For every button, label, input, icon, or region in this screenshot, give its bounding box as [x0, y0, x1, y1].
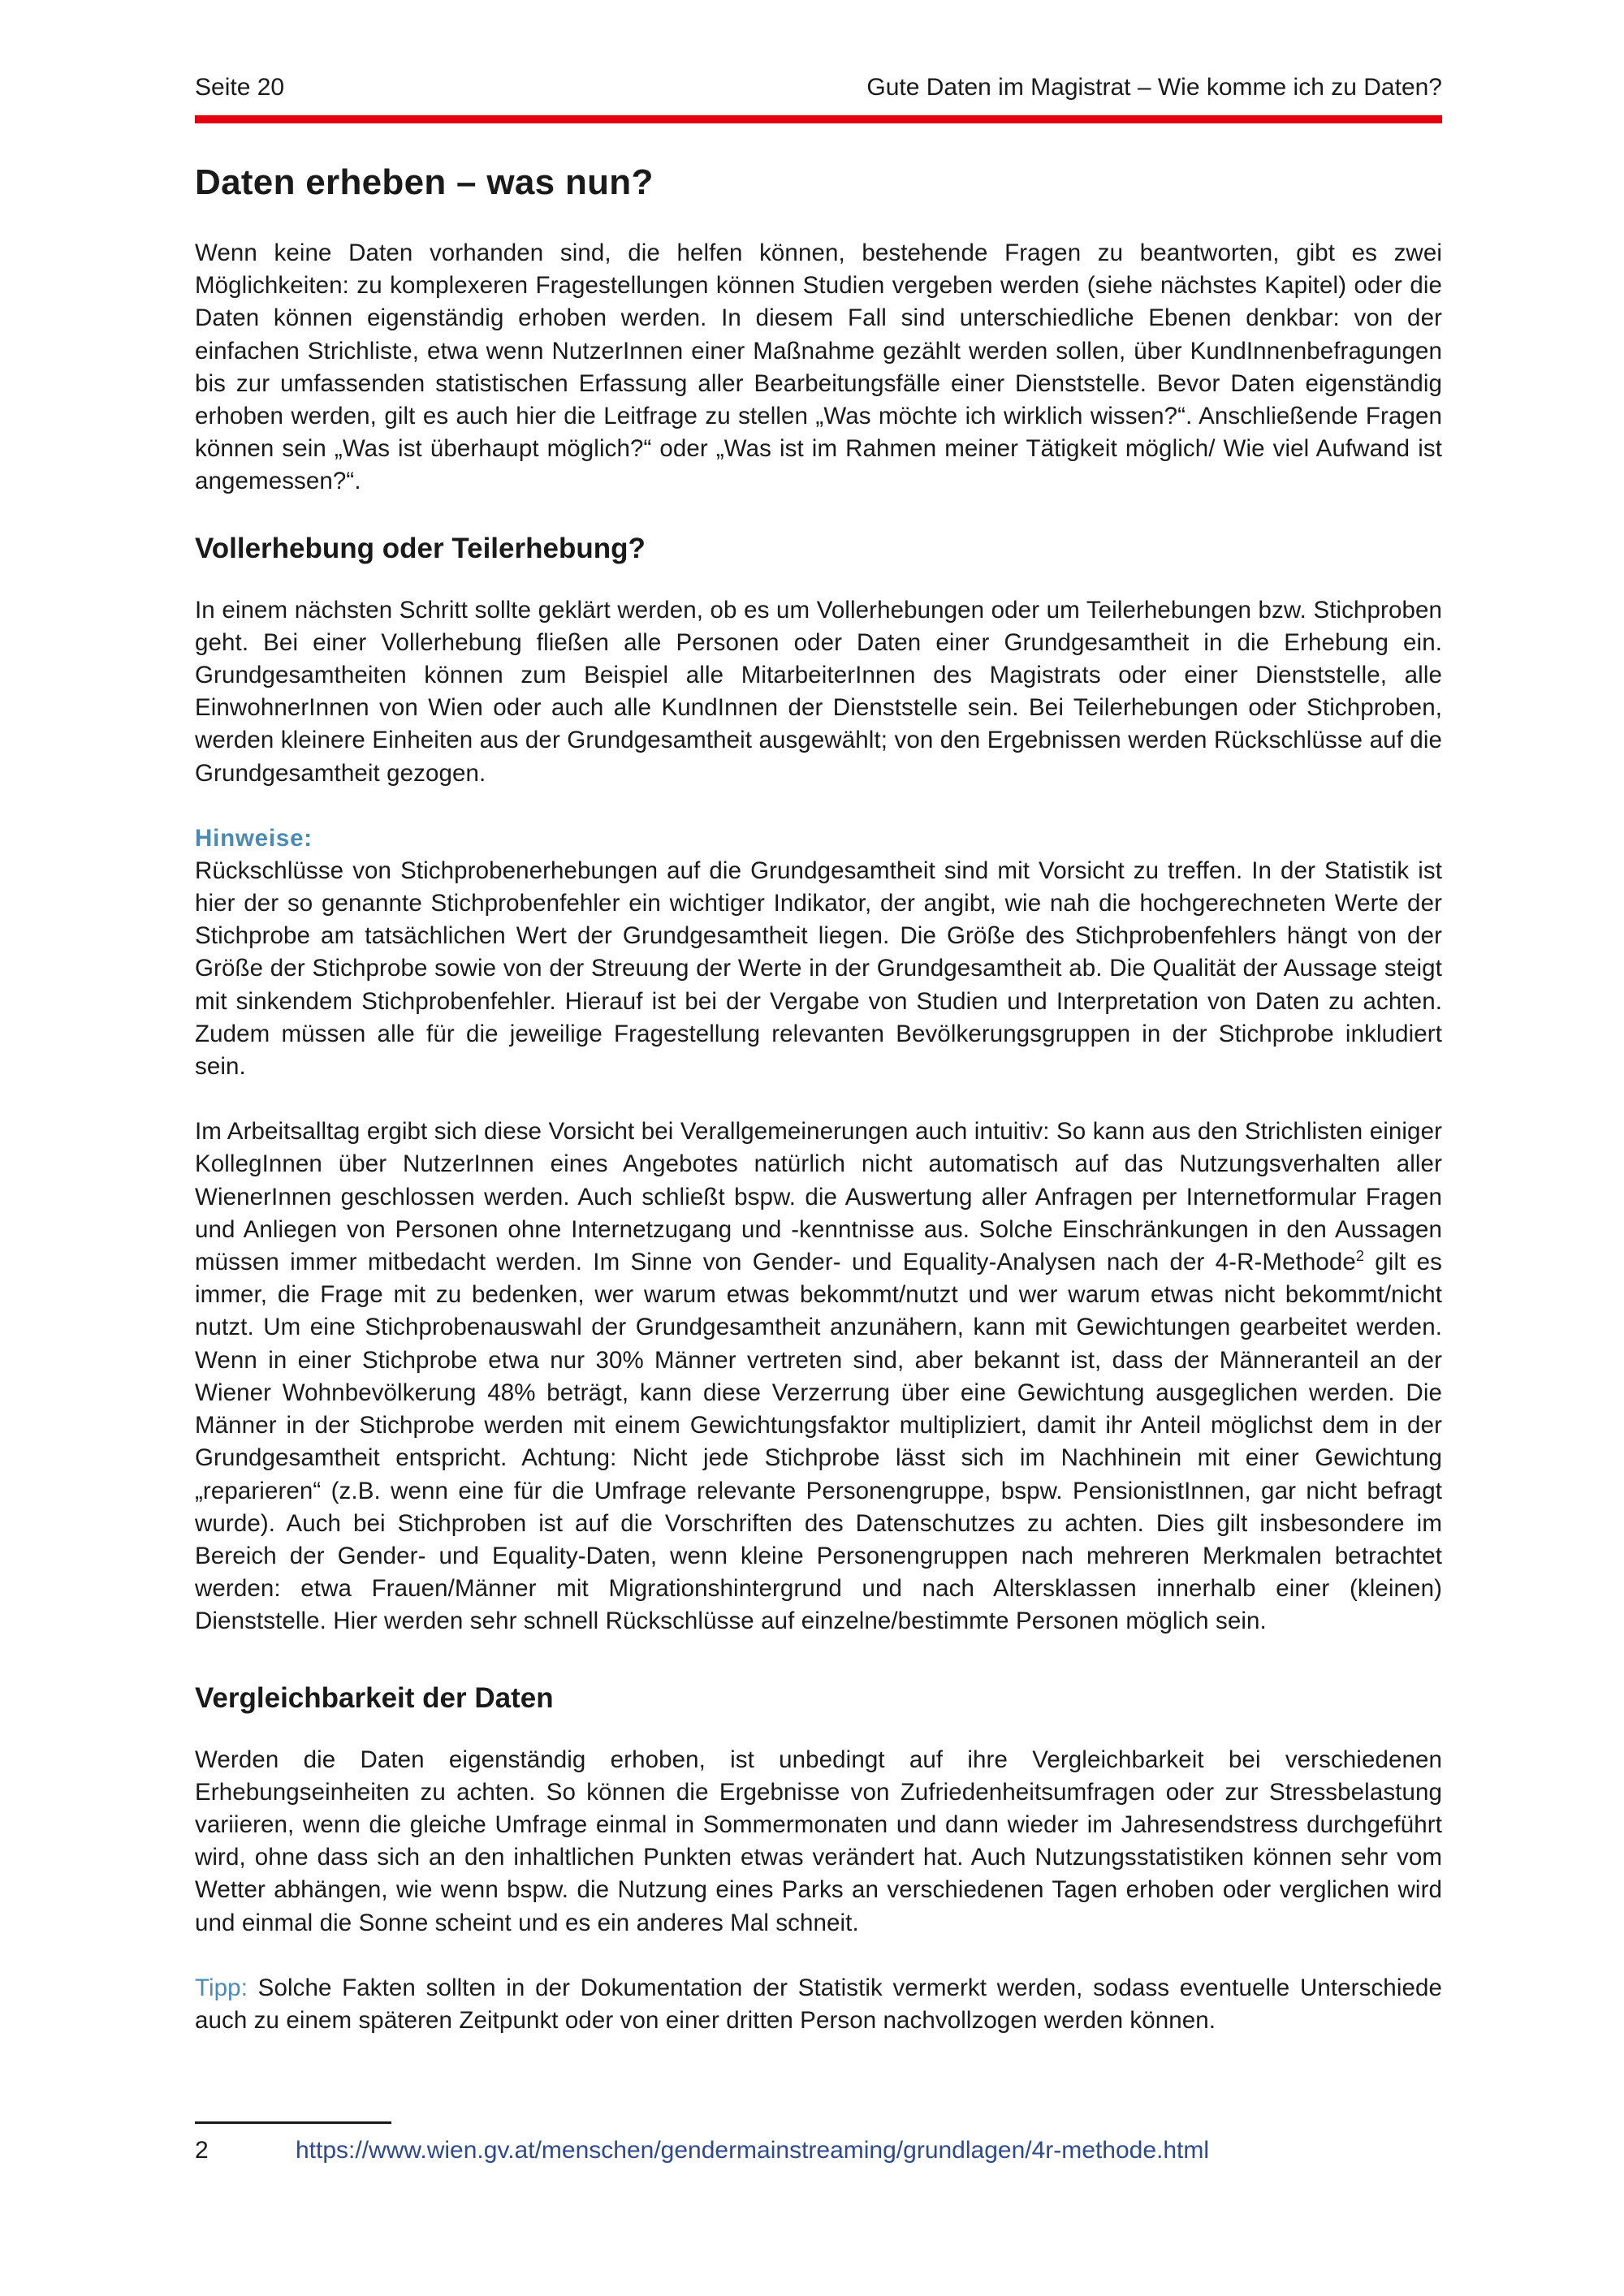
note-block: [195, 822, 1442, 1083]
footnote-rule: [195, 2121, 391, 2124]
note-label: Hinweise:: [195, 824, 313, 852]
tip-paragraph: [195, 1972, 1442, 2037]
page-title: Daten erheben – was nun?: [195, 162, 654, 202]
page-header: [195, 68, 1442, 107]
intro-paragraph: Wenn keine Daten vorhanden sind, die helfen können, bestehende Fragen zu beantworten, gibt es zwei Möglichkeiten: zu komplexeren Fragestellungen können Studien vergeben werden (siehe nächstes Kapitel) oder die Daten können eigenständig erhoben werden. In diesem Fall sind unterschiedliche Ebenen denkbar: von der einfachen Strichliste, etwa wenn NutzerInnen einer Maßnahme gezählt werden sollen, über KundInnenbefragungen bis zur umfassenden statistischen Erfassung aller Bearbeitungsfälle einer Dienststelle. Bevor Daten eigenständig erhoben werden, gilt es auch hier die Leitfrage zu stellen „Was möchte ich wirklich wissen?“. Anschließende Fragen können sein „Was ist überhaupt möglich?“ oder „Was ist im Rahmen meiner Tätigkeit möglich/ Wie viel Aufwand ist angemessen?“.: [195, 240, 1442, 495]
footnote: [195, 2134, 1209, 2168]
footnote-reference[interactable]: 2: [1355, 1248, 1365, 1265]
arbeitsalltag-text-part1: Im Arbeitsalltag ergibt sich diese Vorsicht bei Verallgemeinerungen auch intuitiv: So kann aus den Strichlisten einiger KollegInnen über NutzerInnen eines Angebotes natürlich nicht automatisch auf das Nutzungsverhalten aller WienerInnen geschlossen werden. Auch schließt bspw. die Auswertung aller Anfragen per Internetformular Fragen und Anliegen von Personen ohne Internetzugang und -kenntnisse aus. Solche Einschränkungen in den Aussagen müssen immer mitbedacht werden. Im Sinne von Gender- und Equality-Analysen nach der 4-R-Methode: [195, 1118, 1442, 1276]
main-content: [195, 159, 1442, 2069]
footnote-number: 2: [195, 2137, 209, 2164]
note-paragraph: Rückschlüsse von Stichprobenerhebungen auf die Grundgesamtheit sind mit Vorsicht zu treffen. In der Statistik ist hier der so genannte Stichprobenfehler ein wichtiger Indikator, der angibt, wie nah die hochgerechneten Werte der Stichprobe am tatsächlichen Wert der Grundgesamtheit liegen. Die Größe des Stichprobenfehlers hängt von der Größe der Stichprobe sowie von der Streuung der Werte in der Grundgesamtheit ab. Die Qualität der Aussage steigt mit sinkendem Stichprobenfehler. Hierauf ist bei der Vergabe von Studien und Interpretation von Daten zu achten. Zudem müssen alle für die jeweilige Fragestellung relevanten Bevölkerungsgruppen in der Stichprobe inkludiert sein.: [195, 857, 1442, 1081]
footnote-link[interactable]: https://www.wien.gv.at/menschen/gendermainstreaming/grundlagen/4r-methode.html: [296, 2137, 1210, 2164]
tip-text: Solche Fakten sollten in der Dokumentation der Statistik vermerkt werden, sodass eventuelle Unterschiede auch zu einem späteren Zeitpunkt oder von einer dritten Person nachvollzogen werden können.: [195, 1974, 1442, 2034]
page-number: Seite 20: [195, 74, 285, 101]
heading-vergleichbarkeit: Vergleichbarkeit der Daten: [195, 1681, 554, 1714]
header-rule: [195, 115, 1442, 123]
vergleichbarkeit-paragraph: Werden die Daten eigenständig erhoben, ist unbedingt auf ihre Vergleichbarkeit bei verschiedenen Erhebungseinheiten zu achten. So können die Ergebnisse von Zufriedenheitsumfragen oder zur Stressbelastung variieren, wenn die gleiche Umfrage einmal in Sommermonaten und dann wieder im Jahresendstress durchgeführt wird, ohne dass sich an den inhaltlichen Punkten etwas verändert hat. Auch Nutzungsstatistiken können sehr vom Wetter abhängen, wie wenn bspw. die Nutzung eines Parks an verschiedenen Tagen erhoben oder verglichen wird und einmal die Sonne scheint und es ein anderes Mal schneit.: [195, 1746, 1442, 1936]
tip-label: Tipp:: [195, 1974, 248, 2001]
arbeitsalltag-paragraph: [195, 1116, 1442, 1638]
arbeitsalltag-text-part2: gilt es immer, die Frage mit zu bedenken, wer warum etwas bekommt/nutzt und wer warum etwas nicht bekommt/nicht nutzt. Um eine Stichprobenauswahl der Grundgesamtheit anzunähern, kann mit Gewichtungen gearbeitet werden. Wenn in einer Stichprobe etwa nur 30% Männer vertreten sind, aber bekannt ist, dass der Männeranteil an der Wiener Wohnbevölkerung 48% beträgt, kann diese Verzerrung über eine Gewichtung ausgeglichen werden. Die Männer in der Stichprobe werden mit einem Gewichtungsfaktor multipliziert, damit ihr Anteil möglichst dem in der Grundgesamtheit entspricht. Achtung: Nicht jede Stichprobe lässt sich im Nachhinein mit einer Gewichtung „reparieren“ (z.B. wenn eine für die Umfrage relevante Personengruppe, bspw. PensionistInnen, gar nicht befragt wurde). Auch bei Stichproben ist auf die Vorschriften des Datenschutzes zu achten. Dies gilt insbesondere im Bereich der Gender- und Equality-Daten, wenn kleine Personengruppen nach mehreren Merkmalen betrachtet werden: etwa Frauen/Männer mit Migrationshintergrund und nach Altersklassen innerhalb einer (kleinen) Dienststelle. Hier werden sehr schnell Rückschlüsse auf einzelne/bestimmte Personen möglich sein.: [195, 1249, 1442, 1635]
running-title: Gute Daten im Magistrat – Wie komme ich zu Daten?: [866, 74, 1442, 101]
heading-vollerhebung: Vollerhebung oder Teilerhebung?: [195, 532, 646, 564]
vollerhebung-paragraph: In einem nächsten Schritt sollte geklärt werden, ob es um Vollerhebungen oder um Teilerhebungen bzw. Stichproben geht. Bei einer Vollerhebung fließen alle Personen oder Daten einer Grundgesamtheit in die Erhebung ein. Grundgesamtheiten können zum Beispiel alle MitarbeiterInnen des Magistrats oder einer Dienststelle, alle EinwohnerInnen von Wien oder auch alle KundInnen der Dienststelle sein. Bei Teilerhebungen oder Stichproben, werden kleinere Einheiten aus der Grundgesamtheit ausgewählt; von den Ergebnissen werden Rückschlüsse auf die Grundgesamtheit gezogen.: [195, 596, 1442, 787]
